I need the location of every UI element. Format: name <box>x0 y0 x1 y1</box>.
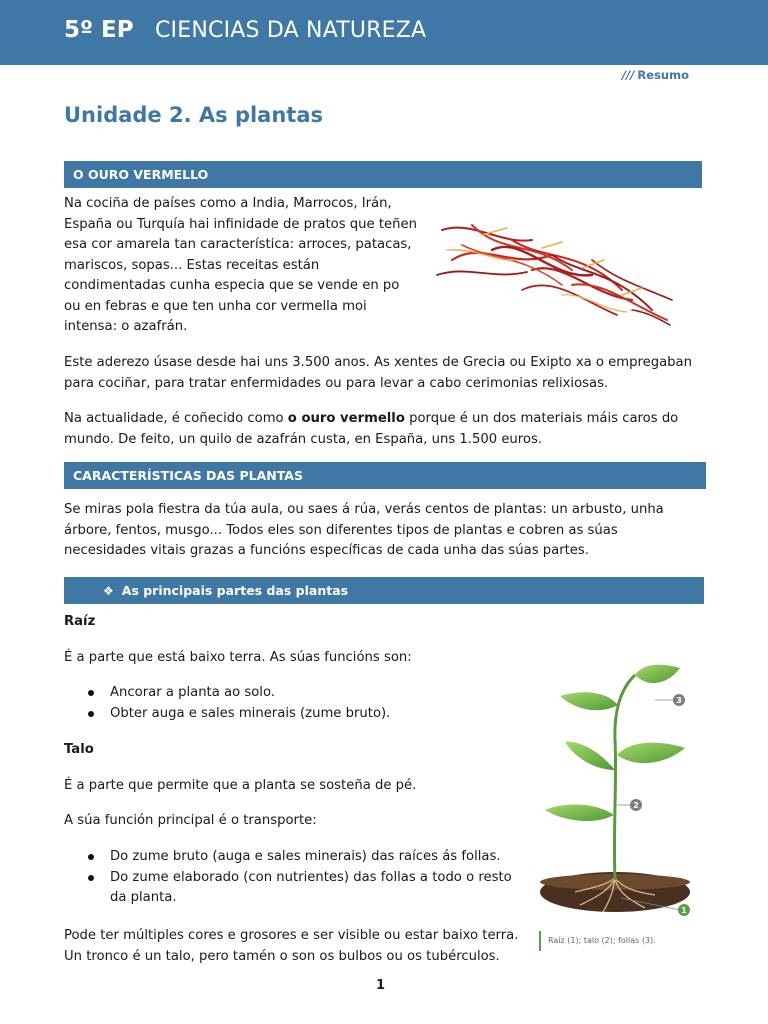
text-line: Pode ter múltiples cores e grosores e ser visible ou estar baixo terra. <box>64 928 519 943</box>
text-line: intensa: o azafrán. <box>64 319 188 334</box>
figure-label-2: 2 <box>633 801 639 810</box>
text-line: ou en febras e que ten unha cor vermella moi <box>64 298 367 314</box>
text-line: condimentadas cunha especia que se vende en po <box>64 278 400 293</box>
figure-caption: Raíz (1); talo (2); follas (3). <box>539 931 656 951</box>
highlight-text: o ouro vermello <box>287 411 405 426</box>
label-badge-2 <box>630 799 642 811</box>
text-line: necesidades vitais grazas a funcións específicas de cada unha das súas partes. <box>64 543 589 558</box>
list-item <box>64 847 512 868</box>
talo-bullet-list <box>64 847 512 909</box>
raiz-bullet-list <box>64 683 390 724</box>
resumo-label: Resumo <box>637 68 689 82</box>
text-line: árbore, fentos, musgo... Todos eles son diferentes tipos de plantas e cobren as súas <box>64 522 618 538</box>
stem-shape <box>614 675 635 880</box>
talo-intro: É a parte que permite que a planta se sosteña de pé. <box>64 778 417 793</box>
characteristics-paragraph <box>64 500 664 562</box>
resumo-slashes: /// <box>621 68 635 82</box>
section-heading-characteristics-label: CARACTERÍSTICAS DAS PLANTAS <box>73 468 303 483</box>
section-heading-gold-label: O OURO VERMELLO <box>73 167 209 182</box>
bullet-dot-icon <box>88 854 94 860</box>
list-item <box>64 704 390 725</box>
text-line: Este aderezo úsase desde hai uns 3.500 anos. As xentes de Grecia ou Exipto xa o empregaban <box>64 355 692 370</box>
list-item-text: Ancorar a planta ao solo. <box>110 685 275 700</box>
bullet-dot-icon <box>88 875 94 881</box>
raiz-title: Raíz <box>64 614 96 629</box>
text-line: España ou Turquía hai infinidade de pratos que teñen <box>64 216 417 232</box>
list-item-text: Obter auga e sales minerais (zume bruto). <box>110 705 391 721</box>
text-line: Na cociña de países como a India, Marrocos, Irán, <box>64 196 392 211</box>
raiz-intro: É a parte que está baixo terra. As súas funcións son: <box>64 650 412 665</box>
text-fragment: porque é un dos materiais máis caros do <box>404 411 679 426</box>
grade-label: 5º EP <box>64 17 134 43</box>
saffron-image <box>432 200 682 330</box>
text-line: mundo. De feito, un quilo de azafrán custa, en España, uns 1.500 euros. <box>64 431 543 447</box>
resumo-tag <box>622 68 689 82</box>
diamond-bullet-icon: ❖ <box>103 583 114 598</box>
header-bar <box>0 0 768 65</box>
subject-title: CIENCIAS DA NATUREZA <box>155 18 427 43</box>
list-item-text: Do zume elaborado (con nutrientes) das follas a todo o resto <box>110 869 512 885</box>
text-line: Un tronco é un talo, pero tamén o son os bulbos ou os tubérculos. <box>64 948 500 964</box>
bullet-dot-icon <box>88 711 94 717</box>
list-item <box>64 868 512 909</box>
list-item <box>64 683 390 704</box>
plant-diagram <box>535 660 695 920</box>
section-heading-gold <box>64 161 702 188</box>
figure-label-1: 1 <box>681 906 687 915</box>
label-badge-3 <box>673 694 685 706</box>
gold-paragraph-1 <box>64 194 417 338</box>
page-number: 1 <box>376 978 386 993</box>
talo-function: A súa función principal é o transporte: <box>64 813 317 828</box>
text-line: para cociñar, para tratar enfermidades ou para levar a cabo cerimonias relixiosas. <box>64 375 609 391</box>
text-line: esa cor amarela tan característica: arroces, patacas, <box>64 237 412 252</box>
subsection-heading-parts <box>64 577 704 604</box>
unit-title: Unidade 2. As plantas <box>64 103 324 127</box>
text-line: mariscos, sopas... Estas receitas están <box>64 257 320 273</box>
gold-paragraph-2 <box>64 353 692 394</box>
list-item-text: da planta. <box>110 890 177 905</box>
talo-title: Talo <box>64 742 94 757</box>
list-item-text: Do zume bruto (auga e sales minerais) das raíces ás follas. <box>110 849 501 864</box>
label-badge-1 <box>678 904 690 916</box>
subsection-heading-parts-label: As principais partes das plantas <box>121 583 349 598</box>
bullet-dot-icon <box>88 690 94 696</box>
text-fragment: Na actualidade, é coñecido como <box>64 411 288 426</box>
section-heading-characteristics <box>64 462 706 489</box>
gold-paragraph-3 <box>64 409 678 450</box>
text-line: Se miras pola fiestra da túa aula, ou saes á rúa, verás centos de plantas: un arbusto, unha <box>64 502 664 517</box>
talo-outro <box>64 926 518 967</box>
figure-label-3: 3 <box>676 696 682 705</box>
